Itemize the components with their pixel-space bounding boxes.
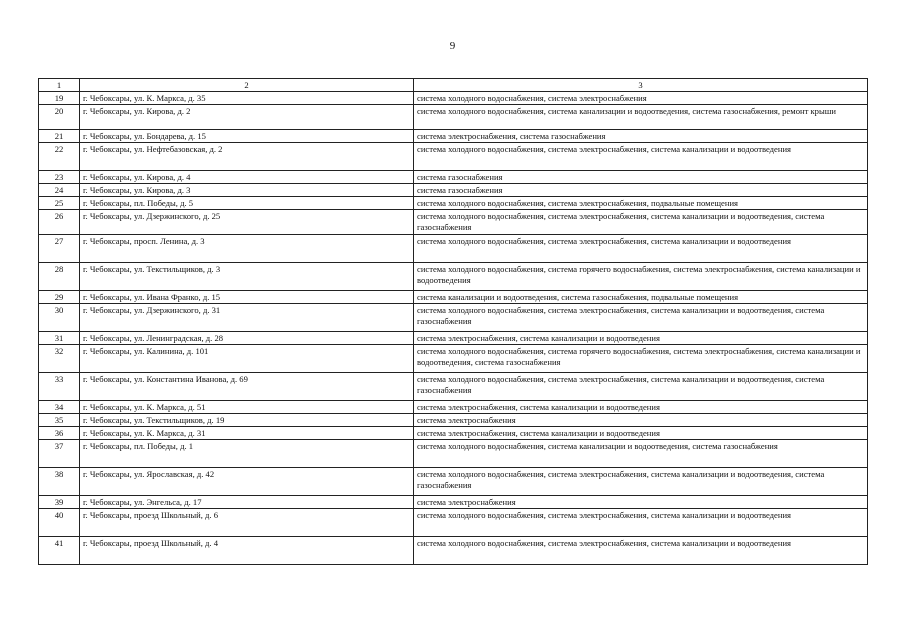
work-cell: система холодного водоснабжения, система электроснабжения, система канализации и водоотведения — [414, 537, 868, 565]
table-row — [39, 440, 868, 468]
table-row — [39, 130, 868, 143]
buildings-table — [38, 78, 868, 565]
address-cell: г. Чебоксары, ул. Кирова, д. 2 — [80, 105, 414, 130]
address-cell: г. Чебоксары, ул. Ленинградская, д. 28 — [80, 332, 414, 345]
work-cell: система холодного водоснабжения, система канализации и водоотведения, система газоснабжения — [414, 440, 868, 468]
table-row — [39, 414, 868, 427]
row-number: 21 — [39, 130, 80, 143]
work-cell: система холодного водоснабжения, система электроснабжения, система канализации и водоотведения, система газоснабжения — [414, 468, 868, 496]
address-cell: г. Чебоксары, ул. К. Маркса, д. 51 — [80, 401, 414, 414]
table-row — [39, 184, 868, 197]
column-header: 1 — [39, 79, 80, 92]
row-number: 31 — [39, 332, 80, 345]
work-cell: система электроснабжения, система канализации и водоотведения — [414, 427, 868, 440]
row-number: 26 — [39, 210, 80, 235]
table-row — [39, 304, 868, 332]
table-row — [39, 427, 868, 440]
table-row — [39, 235, 868, 263]
row-number: 28 — [39, 263, 80, 291]
address-cell: г. Чебоксары, ул. Текстильщиков, д. 3 — [80, 263, 414, 291]
work-cell: система газоснабжения — [414, 184, 868, 197]
table-row — [39, 291, 868, 304]
work-cell: система холодного водоснабжения, система электроснабжения, система канализации и водоотведения, система газоснабжения — [414, 373, 868, 401]
table-row — [39, 92, 868, 105]
work-cell: система электроснабжения, система газоснабжения — [414, 130, 868, 143]
row-number: 37 — [39, 440, 80, 468]
table-header-row — [39, 79, 868, 92]
address-cell: г. Чебоксары, ул. Текстильщиков, д. 19 — [80, 414, 414, 427]
address-cell: г. Чебоксары, ул. К. Маркса, д. 35 — [80, 92, 414, 105]
table-row — [39, 496, 868, 509]
table-row — [39, 105, 868, 130]
work-cell: система канализации и водоотведения, система газоснабжения, подвальные помещения — [414, 291, 868, 304]
address-cell: г. Чебоксары, ул. Энгельса, д. 17 — [80, 496, 414, 509]
address-cell: г. Чебоксары, просп. Ленина, д. 3 — [80, 235, 414, 263]
table-row — [39, 210, 868, 235]
table-row — [39, 468, 868, 496]
table-row — [39, 143, 868, 171]
work-cell: система электроснабжения, система канализации и водоотведения — [414, 332, 868, 345]
row-number: 24 — [39, 184, 80, 197]
row-number: 20 — [39, 105, 80, 130]
row-number: 38 — [39, 468, 80, 496]
address-cell: г. Чебоксары, ул. Калинина, д. 101 — [80, 345, 414, 373]
address-cell: г. Чебоксары, пл. Победы, д. 1 — [80, 440, 414, 468]
row-number: 34 — [39, 401, 80, 414]
address-cell: г. Чебоксары, ул. Кирова, д. 3 — [80, 184, 414, 197]
address-cell: г. Чебоксары, ул. Ярославская, д. 42 — [80, 468, 414, 496]
address-cell: г. Чебоксары, ул. К. Маркса, д. 31 — [80, 427, 414, 440]
table-row — [39, 537, 868, 565]
address-cell: г. Чебоксары, ул. Нефтебазовская, д. 2 — [80, 143, 414, 171]
address-cell: г. Чебоксары, ул. Константина Иванова, д. 69 — [80, 373, 414, 401]
work-cell: система холодного водоснабжения, система электроснабжения, система канализации и водоотведения, система газоснабжения — [414, 210, 868, 235]
address-cell: г. Чебоксары, ул. Кирова, д. 4 — [80, 171, 414, 184]
table-row — [39, 345, 868, 373]
page-number: 9 — [449, 40, 456, 52]
address-cell: г. Чебоксары, ул. Бондарева, д. 15 — [80, 130, 414, 143]
address-cell: г. Чебоксары, проезд Школьный, д. 6 — [80, 509, 414, 537]
row-number: 29 — [39, 291, 80, 304]
row-number: 39 — [39, 496, 80, 509]
table-row — [39, 373, 868, 401]
table-row — [39, 263, 868, 291]
row-number: 23 — [39, 171, 80, 184]
row-number: 40 — [39, 509, 80, 537]
table-row — [39, 401, 868, 414]
address-cell: г. Чебоксары, ул. Дзержинского, д. 31 — [80, 304, 414, 332]
column-header: 2 — [80, 79, 414, 92]
address-cell: г. Чебоксары, проезд Школьный, д. 4 — [80, 537, 414, 565]
row-number: 41 — [39, 537, 80, 565]
row-number: 22 — [39, 143, 80, 171]
row-number: 33 — [39, 373, 80, 401]
address-cell: г. Чебоксары, ул. Ивана Франко, д. 15 — [80, 291, 414, 304]
work-cell: система холодного водоснабжения, система электроснабжения, система канализации и водоотведения — [414, 143, 868, 171]
work-cell: система электроснабжения, система канализации и водоотведения — [414, 401, 868, 414]
table-row — [39, 332, 868, 345]
work-cell: система газоснабжения — [414, 171, 868, 184]
row-number: 25 — [39, 197, 80, 210]
address-cell: г. Чебоксары, ул. Дзержинского, д. 25 — [80, 210, 414, 235]
work-cell: система холодного водоснабжения, система электроснабжения, система канализации и водоотведения — [414, 509, 868, 537]
row-number: 19 — [39, 92, 80, 105]
row-number: 36 — [39, 427, 80, 440]
work-cell: система холодного водоснабжения, система горячего водоснабжения, система электроснабжения, система канализации и водоотведения, система газоснабжения — [414, 345, 868, 373]
column-header: 3 — [414, 79, 868, 92]
row-number: 27 — [39, 235, 80, 263]
work-cell: система холодного водоснабжения, система электроснабжения — [414, 92, 868, 105]
work-cell: система холодного водоснабжения, система горячего водоснабжения, система электроснабжения, система канализации и водоотведения — [414, 263, 868, 291]
row-number: 30 — [39, 304, 80, 332]
row-number: 32 — [39, 345, 80, 373]
work-cell: система электроснабжения — [414, 414, 868, 427]
address-cell: г. Чебоксары, пл. Победы, д. 5 — [80, 197, 414, 210]
table-row — [39, 171, 868, 184]
work-cell: система холодного водоснабжения, система электроснабжения, система канализации и водоотведения — [414, 235, 868, 263]
work-cell: система холодного водоснабжения, система электроснабжения, подвальные помещения — [414, 197, 868, 210]
work-cell: система холодного водоснабжения, система канализации и водоотведения, система газоснабжения, ремонт крыши — [414, 105, 868, 130]
work-cell: система холодного водоснабжения, система электроснабжения, система канализации и водоотведения, система газоснабжения — [414, 304, 868, 332]
row-number: 35 — [39, 414, 80, 427]
table-row — [39, 509, 868, 537]
table-row — [39, 197, 868, 210]
work-cell: система электроснабжения — [414, 496, 868, 509]
